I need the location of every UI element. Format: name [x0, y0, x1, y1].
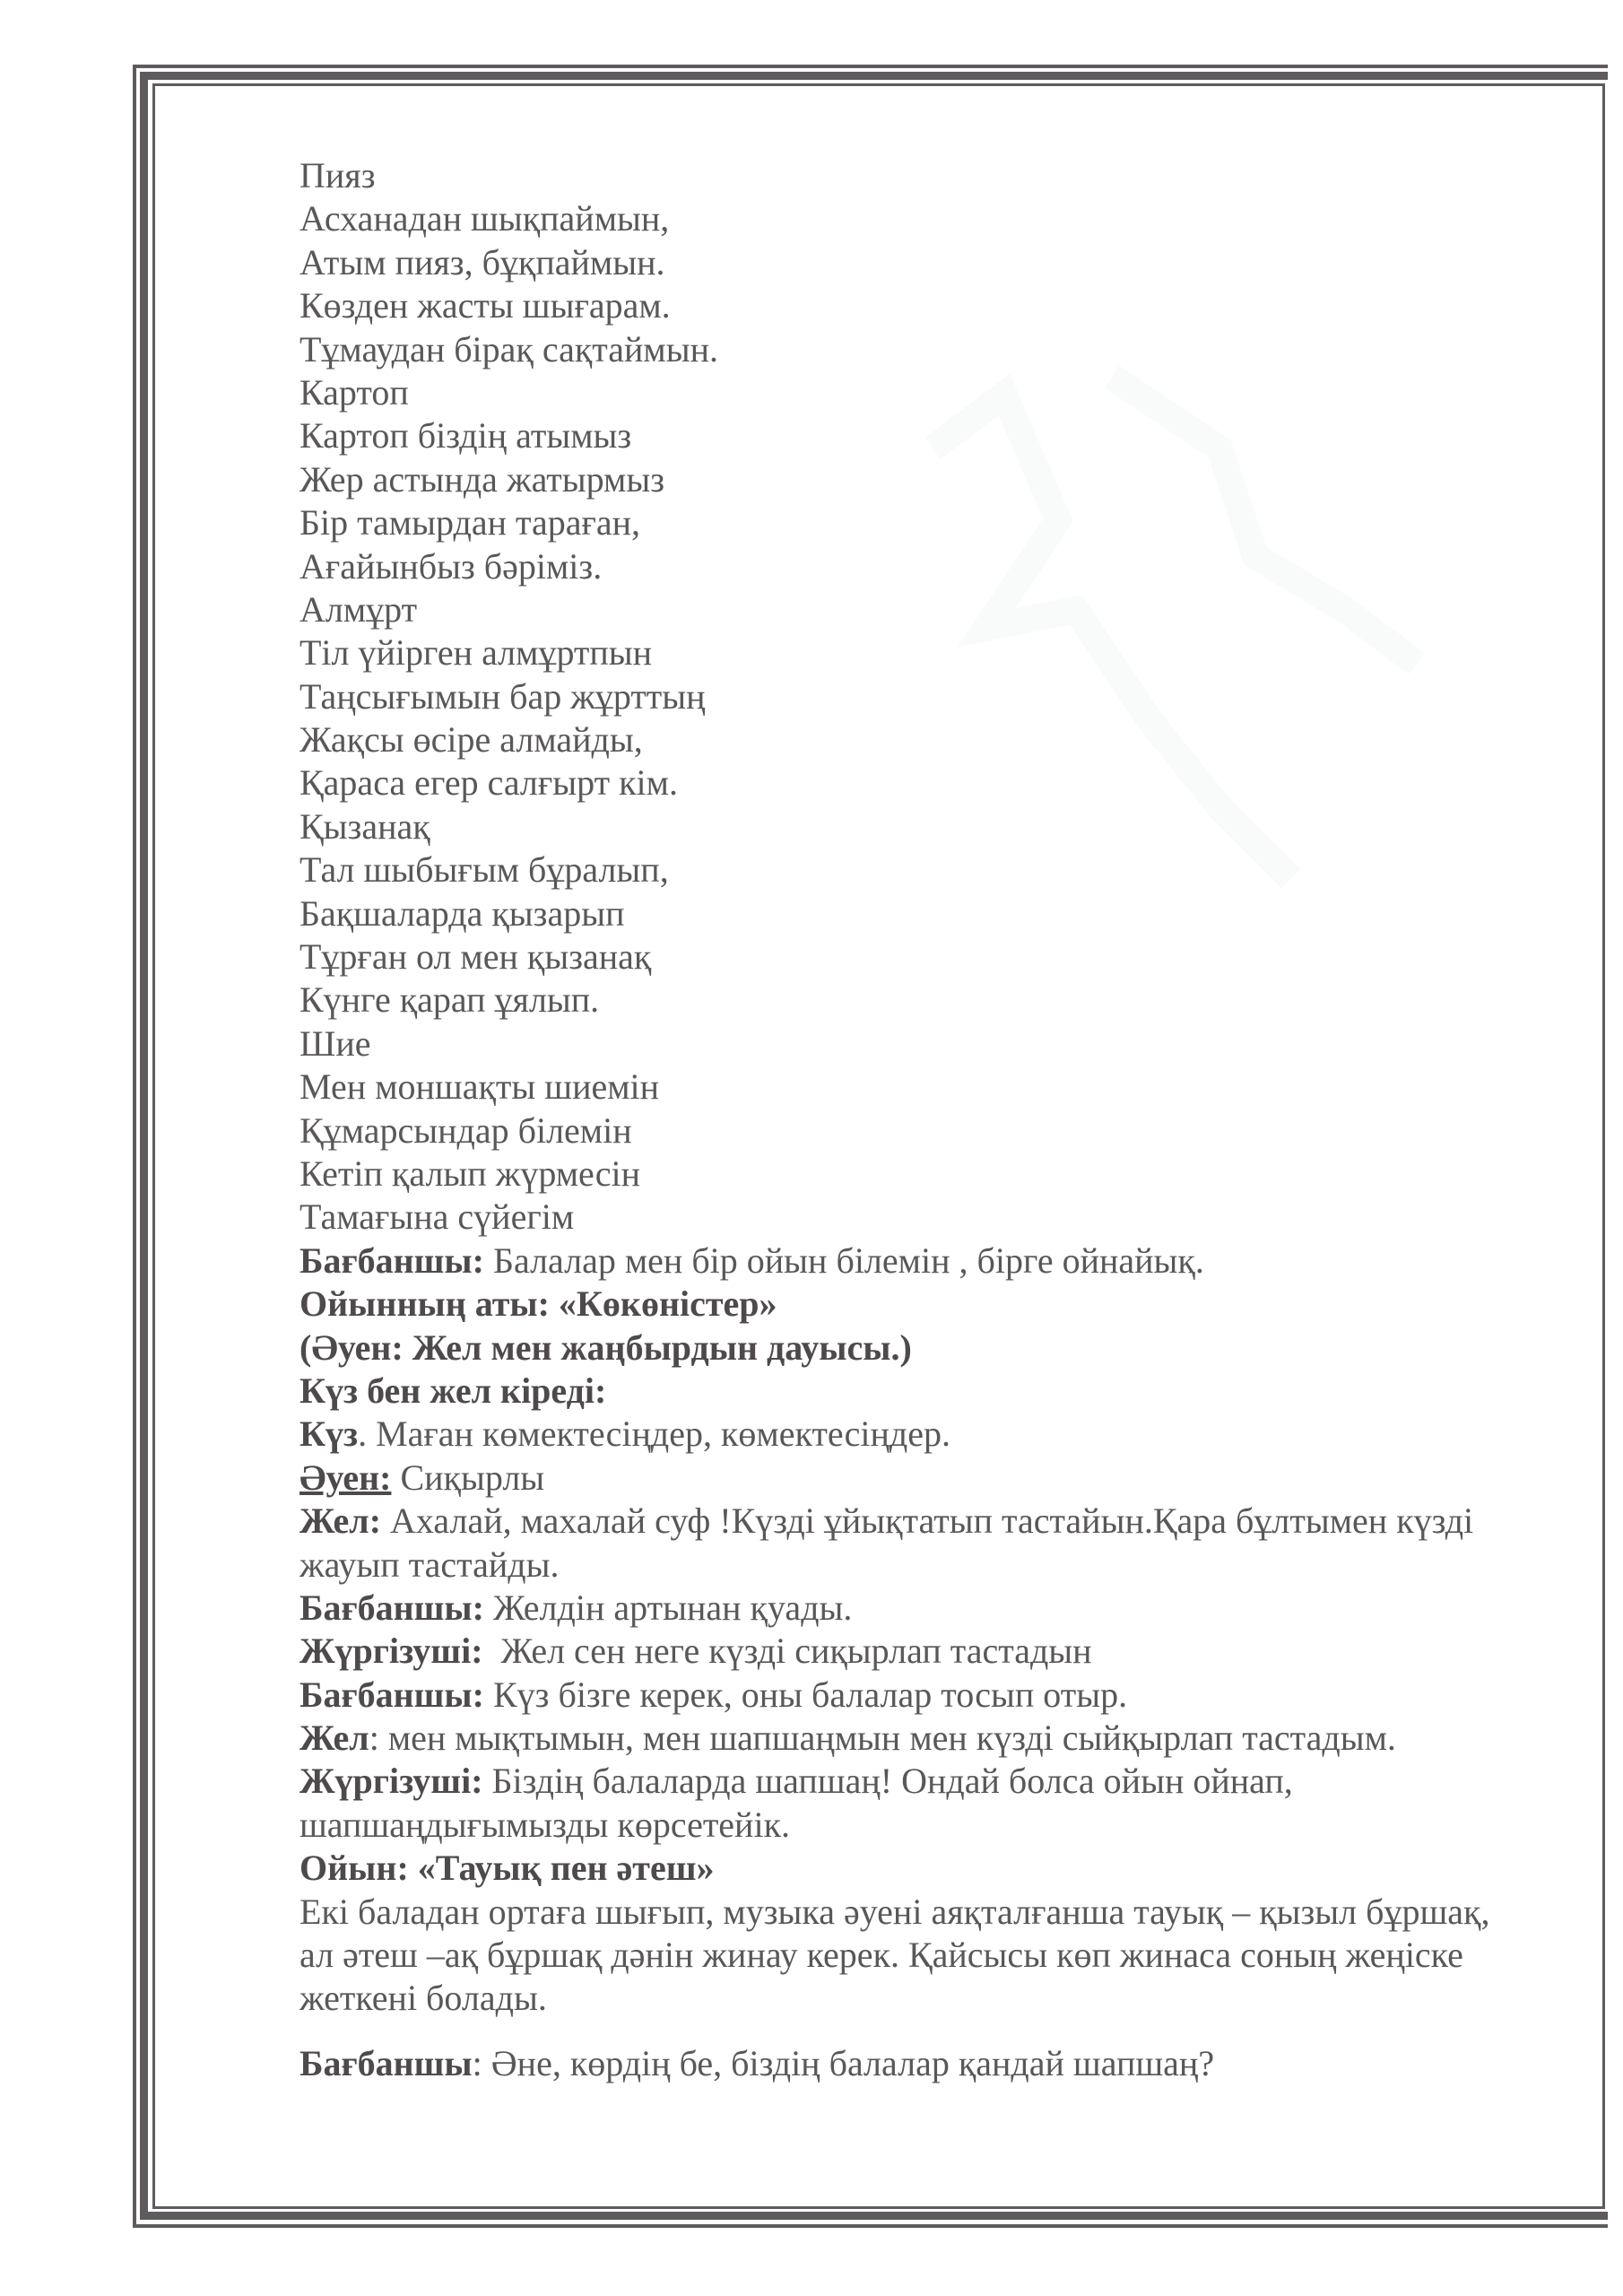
frame-outer-left — [133, 65, 136, 2228]
script-line — [299, 1977, 1591, 2020]
script-line — [299, 1587, 1591, 1630]
frame-inner-top — [152, 83, 1605, 86]
script-text: шапшаңдығымызды көрсетейік. — [299, 1804, 791, 1845]
script-line — [299, 1500, 1591, 1543]
speaker-label: Бағбаншы: — [299, 1587, 484, 1628]
script-line — [299, 1760, 1591, 1803]
speaker-label: Жүргізуші: — [299, 1761, 483, 1802]
script-text: : Әне, көрдің бе, біздің балалар қандай шапшаң? — [472, 2042, 1215, 2083]
poem-line: Бақшаларда қызарып — [299, 892, 625, 934]
poem-line: Жақсы өсіре алмайды, — [299, 719, 643, 761]
speaker-label: Ойынның аты: «Көкөністер» — [299, 1283, 777, 1325]
script-text: Ахалай, махалай суф !Күзді ұйықтатып тастайын.Қара бұлтымен күзді — [381, 1500, 1474, 1542]
speaker-label: Күз бен жел кіреді: — [299, 1370, 607, 1411]
poem-title: Шие — [299, 1022, 371, 1064]
script-text: Балалар мен бір ойын білемін , бірге ойнайық. — [483, 1239, 1204, 1281]
script-text: ал әтеш –ақ бұршақ дәнін жинау керек. Қайсысы көп жинаса соның жеңіске — [299, 1935, 1463, 1976]
speaker-label: Күз — [299, 1413, 359, 1455]
speaker-label: Бағбаншы: — [299, 1239, 484, 1281]
script-text: Сиқырлы — [391, 1457, 545, 1498]
script-line — [299, 1457, 1591, 1500]
frame-band-left — [140, 72, 148, 2220]
script-line — [299, 1804, 1591, 1847]
script-text: Біздің балаларда шапшаң! Ондай болса ойын ойнап, — [482, 1761, 1293, 1802]
script-line — [299, 1717, 1591, 1760]
poem-line: Бір тамырдан тараған, — [299, 502, 641, 544]
poem-line: Қараса егер салғырт кім. — [299, 762, 678, 804]
script-line — [299, 1674, 1591, 1717]
script-text: Күз бізге керек, оны балалар тосып отыр. — [483, 1674, 1128, 1715]
poem-line: Тұрған ол мен қызанақ — [299, 936, 652, 978]
speaker-label: Бағбаншы — [299, 2042, 473, 2083]
poem-line: Ағайынбыз бәріміз. — [299, 545, 603, 587]
script-text: жеткені болады. — [299, 1978, 547, 2019]
speaker-label: Жел — [299, 1718, 369, 1759]
script-text: : мен мықтымын, мен шапшаңмын мен күзді сыйқырлап тастадым. — [369, 1718, 1396, 1759]
speaker-label: (Әуен: Жел мен жаңбырдын дауысы.) — [299, 1326, 912, 1368]
poem-line: Тұмаудан бірақ сақтаймын. — [299, 328, 718, 370]
poem-line: Асханадан шықпаймын, — [299, 198, 670, 239]
script-text: Желдін артынан қуады. — [483, 1587, 853, 1628]
poem-line: Картоп біздің атымыз — [299, 415, 632, 457]
speaker-label: Жел: — [299, 1500, 382, 1542]
script-line — [299, 1283, 1591, 1326]
poem-title: Алмұрт — [299, 588, 418, 630]
speaker-label: Жүргізуші: — [299, 1631, 483, 1672]
script-line — [299, 1239, 1591, 1283]
script-line — [299, 1370, 1591, 1413]
frame-band-bottom — [140, 2212, 1608, 2220]
poem-line: Құмарсындар білемін — [299, 1109, 632, 1151]
frame-inner-right — [1602, 83, 1605, 2209]
poem-line: Тамағына сүйегім — [299, 1196, 575, 1238]
frame-inner-bottom — [152, 2206, 1605, 2209]
script-line — [299, 1544, 1591, 1587]
poem-line: Атым пияз, бұқпаймын. — [299, 241, 665, 283]
poem-line: Тіл үйірген алмұртпын — [299, 632, 653, 674]
script-text: . Маған көмектесіңдер, көмектесіңдер. — [358, 1413, 950, 1455]
frame-band-top — [140, 72, 1608, 80]
poem-line: Жер астында жатырмыз — [299, 458, 665, 500]
script-line — [299, 1847, 1591, 1890]
poem-title: Пияз — [299, 155, 376, 196]
poem-line: Мен моншақты шиемін — [299, 1066, 660, 1108]
script-line — [299, 1891, 1591, 1934]
script-text: Екі баладан ортаға шығып, музыка әуені аяқталғанша тауық – қызыл бұршақ, — [299, 1891, 1490, 1932]
speaker-label: Әуен: — [299, 1457, 392, 1498]
script-line — [299, 2042, 1591, 2085]
poem-line: Тал шыбығым бұралып, — [299, 849, 669, 891]
poem-line: Күнге қарап ұялып. — [299, 979, 600, 1021]
script-line — [299, 1934, 1591, 1977]
poem-line: Таңсығымын бар жұрттың — [299, 675, 706, 717]
frame-inner-left — [152, 83, 155, 2209]
poem-line: Көзден жасты шығарам. — [299, 285, 671, 326]
document-body — [299, 154, 1591, 2085]
script-text: Жел сен неге күзді сиқырлап тастадын — [482, 1631, 1092, 1672]
frame-outer-top — [133, 65, 1608, 68]
poem-title: Қызанақ — [299, 805, 430, 847]
script-text: жауып тастайды. — [299, 1544, 560, 1585]
script-line — [299, 1630, 1591, 1673]
speaker-label: Ойын: «Тауық пен әтеш» — [299, 1848, 715, 1889]
script-line — [299, 1326, 1591, 1370]
poem-title: Картоп — [299, 371, 409, 413]
poem-line: Кетіп қалып жүрмесін — [299, 1152, 641, 1194]
frame-outer-bottom — [133, 2224, 1608, 2228]
speaker-label: Бағбаншы: — [299, 1674, 484, 1715]
script-line — [299, 1413, 1591, 1456]
